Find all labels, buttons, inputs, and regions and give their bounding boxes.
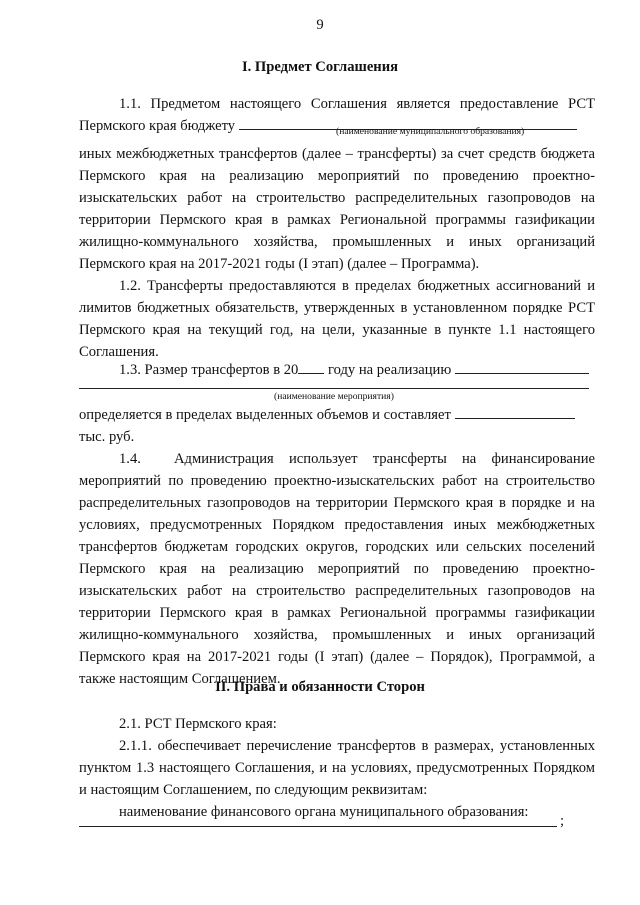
paragraph-1-3-line — [79, 359, 595, 381]
page-number: 9 — [316, 17, 324, 33]
finance-body-label: наименование финансового органа муниципального образования: — [119, 804, 529, 820]
finance-body-end: ; — [560, 813, 565, 829]
activity-blank-start — [455, 359, 589, 374]
paragraph-1-4-first-line: Администрация использует трансферты на финансирование — [174, 451, 595, 467]
activity-blank-line — [79, 388, 589, 389]
paragraph-1-4-number: 1.4. — [119, 451, 141, 467]
activity-caption: (наименование мероприятия) — [274, 391, 394, 402]
finance-body-blank — [79, 826, 557, 827]
section-1-heading: I. Предмет Соглашения — [241, 59, 399, 75]
municipality-caption: (наименование муниципального образования) — [336, 126, 525, 137]
amount-blank — [455, 404, 575, 419]
paragraph-1-3-text-c: определяется в пределах выделенных объемов и составляет — [79, 407, 451, 423]
paragraph-1-3-text-a: 1.3. Размер трансфертов в 20 — [119, 362, 299, 378]
section-2-heading: II. Права и обязанности Сторон — [215, 679, 425, 695]
paragraph-2-1-1: 2.1.1. обеспечивает перечисление трансфертов в размерах, установленных пунктом 1.3 настоящего Соглашения, и на условиях, предусмотренных Порядком и настоящим Соглашением, по следующим реквизитам: — [79, 738, 595, 798]
paragraph-1-3-amount-line — [79, 404, 595, 426]
paragraph-1-3-unit: тыс. руб. — [79, 429, 135, 445]
paragraph-2-1: 2.1. РСТ Пермского края: — [119, 716, 277, 732]
paragraph-1-4-continuation: мероприятий по проведению проектно-изыскательских работ на строительство распределительных газопроводов на территории Пермского края в порядке и на условиях, предусмотренных Порядком предоставления иных межбюджетных трансфертов бюджетам городских округов, городских или сельских поселений Пермского края на реализацию мероприятий по проведению проектно-изыскательских работ на строительство распределительных газопроводов на территории Пермского края в рамках Региональной программы газификации жилищно-коммунального хозяйства, промышленных и иных организаций Пермского края на 2017-2021 годы (I этап) (далее – Порядок), Программой, а также настоящим Соглашением. — [79, 473, 595, 687]
paragraph-1-3-text-b: году на реализацию — [328, 362, 452, 378]
paragraph-1-2: 1.2. Трансферты предоставляются в пределах бюджетных ассигнований и лимитов бюджетных обязательств, утвержденных в установленном порядке РСТ Пермского края на текущий год, на цели, указанные в пункте 1.1 настоящего Соглашения. — [79, 278, 595, 360]
paragraph-1-1-lead: 1.1. Предметом настоящего Соглашения является предоставление РСТ Пермского края бюджету — [79, 96, 595, 134]
paragraph-1-1-continuation: иных межбюджетных трансфертов (далее – трансферты) за счет средств бюджета Пермского края на реализацию мероприятий по проведению проектно-изыскательских работ на строительство распределительных газопроводов на территории Пермского края в рамках Региональной программы газификации жилищно-коммунального хозяйства, промышленных и иных организаций Пермского края на 2017-2021 годы (I этап) (далее – Программа). — [79, 146, 595, 272]
year-blank — [298, 359, 324, 374]
